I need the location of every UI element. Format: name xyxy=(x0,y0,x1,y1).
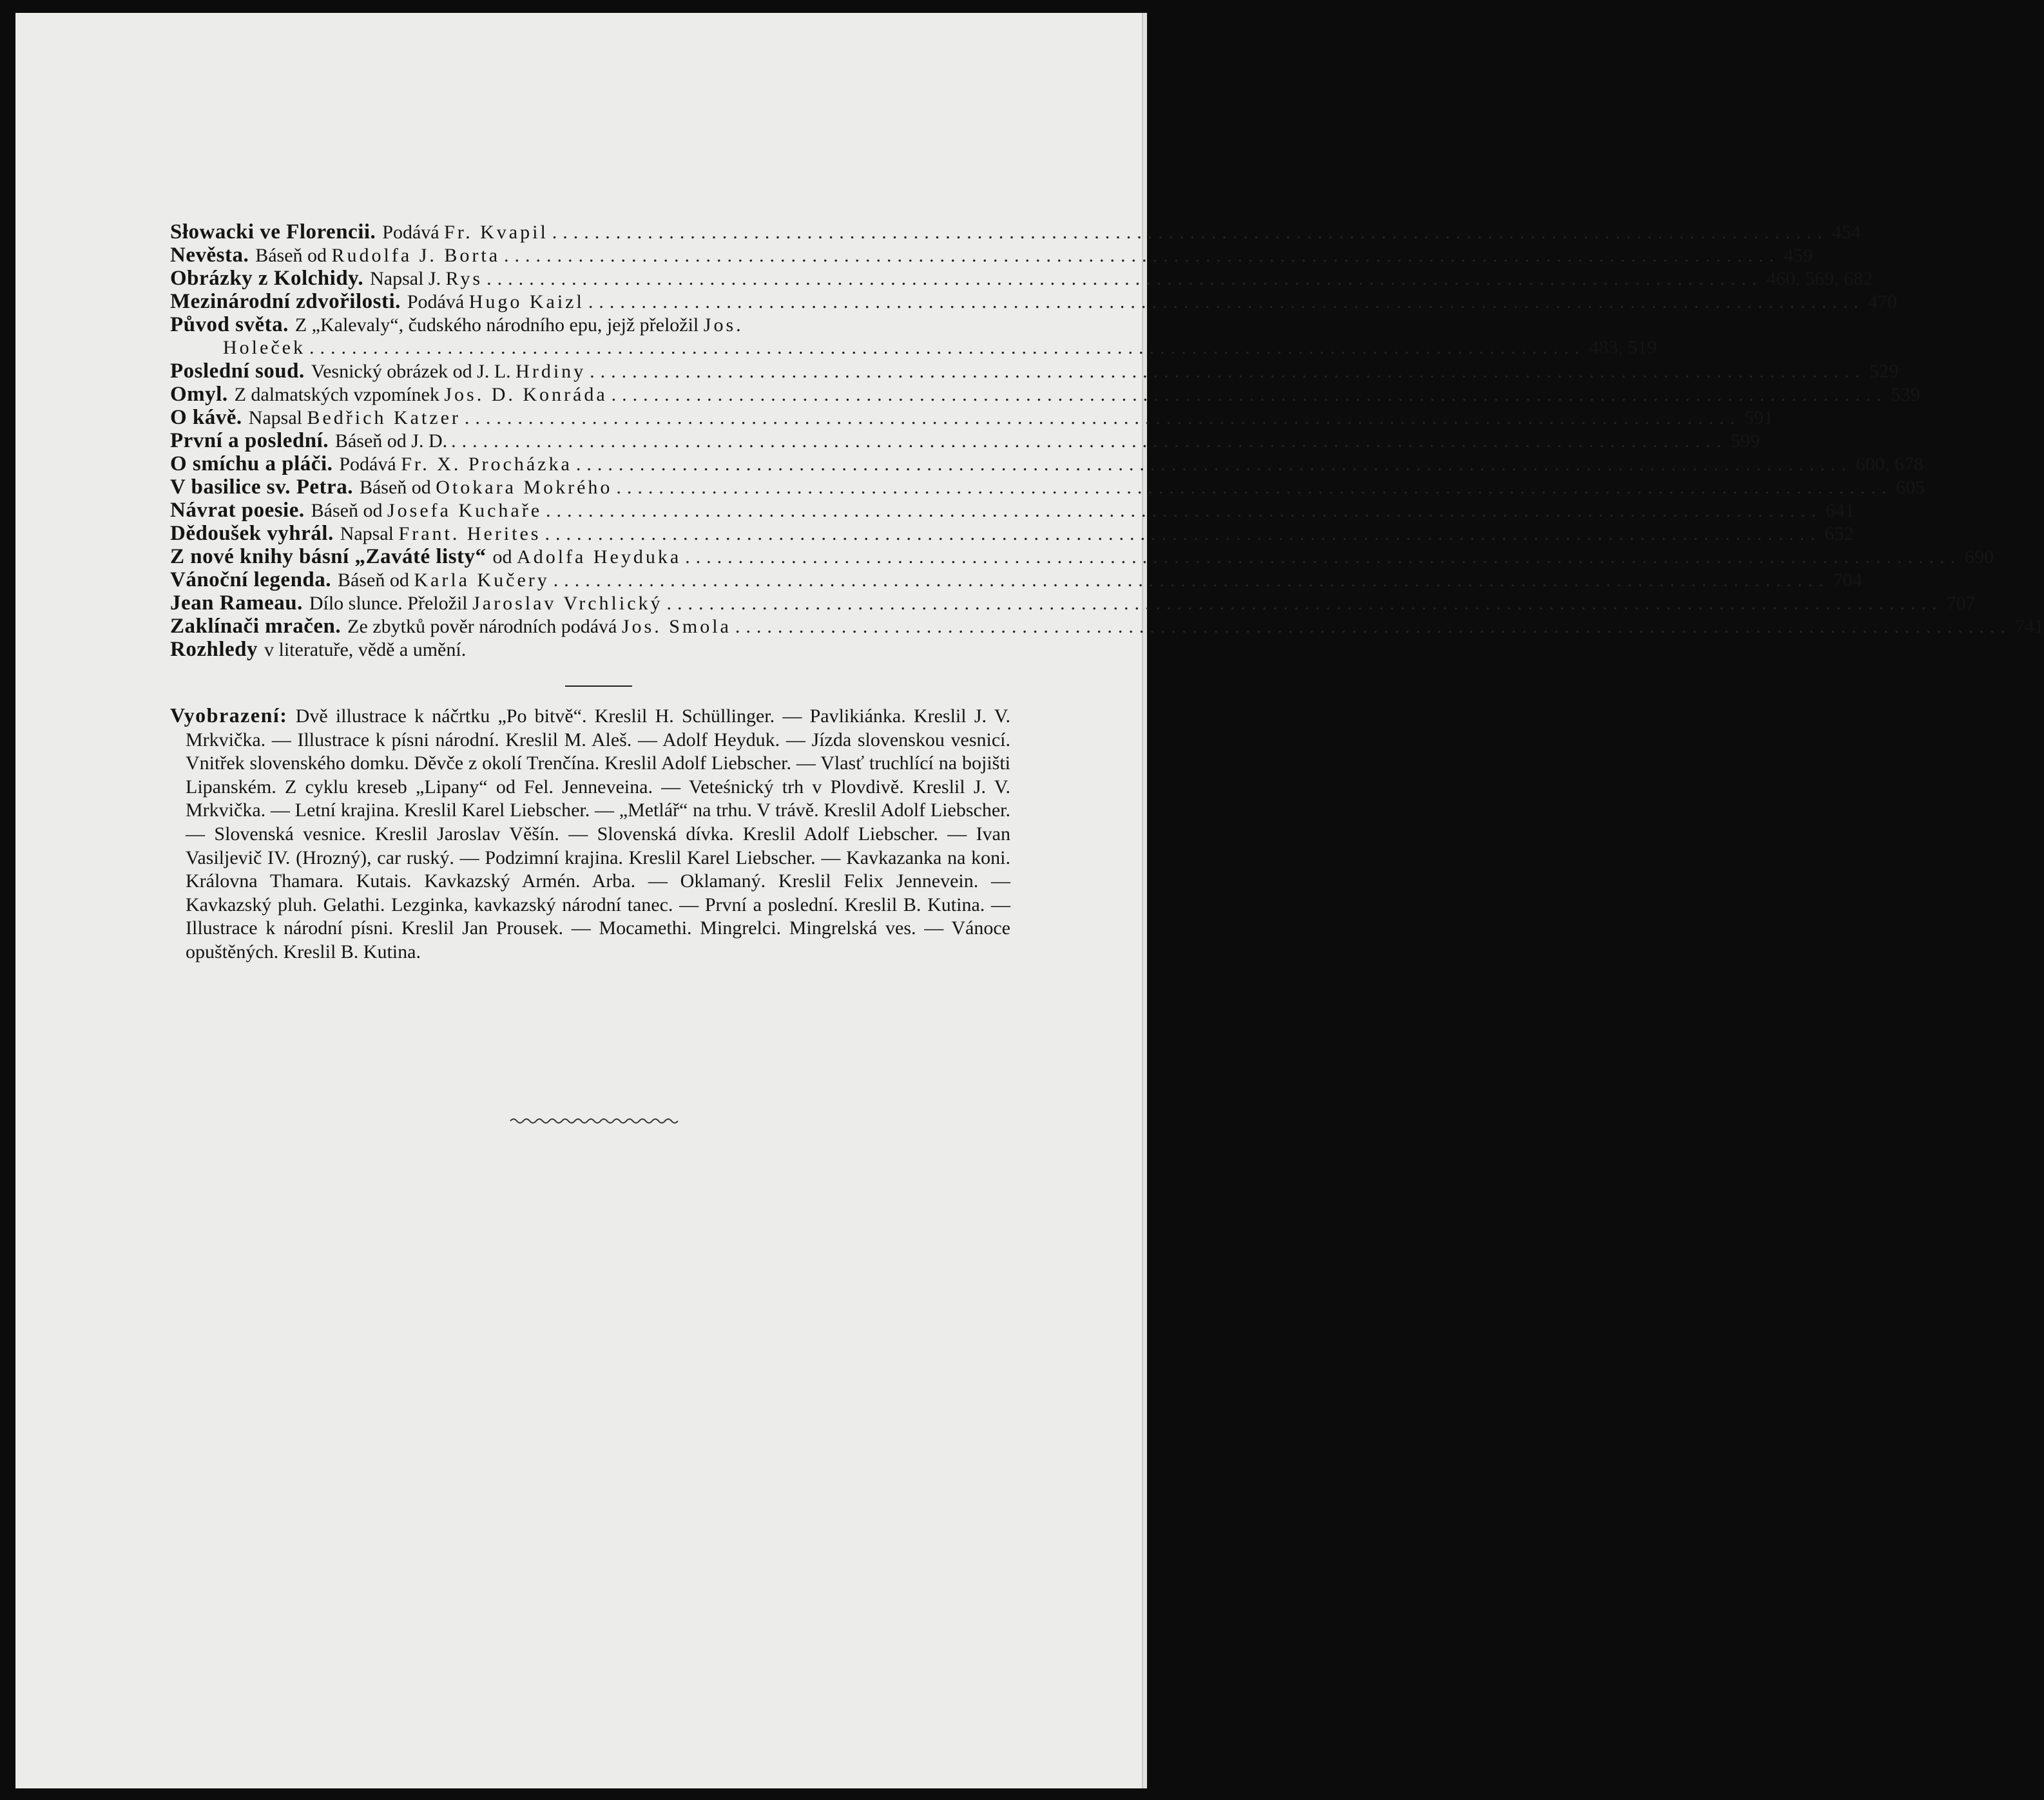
toc-entry-pages: 460, 569, 682 xyxy=(1766,268,1873,289)
toc-entry-description xyxy=(295,314,744,337)
illustrations-heading: Vyobrazení: xyxy=(170,704,288,727)
toc-entry-description xyxy=(347,615,731,638)
toc-entry xyxy=(170,499,1855,522)
dot-leader: ........................................................................................................................ xyxy=(487,268,1763,289)
dot-leader: ........................................................................................................................ xyxy=(588,291,1864,312)
toc-entry-pages: 470 xyxy=(1867,291,1897,312)
toc-entry-note: Báseň od xyxy=(255,245,327,266)
toc-entry-description xyxy=(264,638,466,662)
toc-entry-note: Podává xyxy=(407,291,465,312)
toc-entry-author: Rys xyxy=(445,268,483,289)
toc-entry-author: Josefa Kuchaře xyxy=(387,500,543,521)
toc-entry xyxy=(170,522,1854,545)
toc-entry xyxy=(170,475,1925,499)
toc-entry-description xyxy=(255,244,500,267)
dot-leader: ........................................................................................................................ xyxy=(504,245,1780,266)
toc-entry-note: Z „Kalevaly“, čudského národního epu, jejž přeložil xyxy=(294,314,699,336)
toc-entry-title: Omyl. xyxy=(170,383,228,406)
toc-entry xyxy=(170,383,1920,406)
toc-entry-description xyxy=(360,476,612,499)
toc-entry-pages: 707 xyxy=(1946,593,1976,614)
dot-leader: ........................................................................................................................ xyxy=(309,337,1585,358)
toc-entry-author: Otokara Mokrého xyxy=(436,477,613,498)
toc-entry-title: Rozhledy xyxy=(170,638,258,661)
toc-entry-description xyxy=(311,360,586,383)
toc-entry-pages: 652 xyxy=(1824,523,1854,544)
toc-entry xyxy=(170,429,1760,452)
dot-leader: ........................................................................................................................ xyxy=(545,523,1821,544)
dot-leader: ........................................................................................................................ xyxy=(553,570,1829,591)
toc-entry xyxy=(170,267,1873,290)
toc-entry xyxy=(170,545,1994,568)
table-of-contents xyxy=(170,220,2044,661)
toc-entry-author: Jaroslav Vrchlický xyxy=(472,593,663,614)
toc-entry-pages: 454 xyxy=(1831,222,1861,243)
toc-entry-note: Báseň od xyxy=(359,477,431,498)
toc-entry-note: Podává xyxy=(339,454,396,475)
dot-leader: ........................................................................................................................ xyxy=(735,616,2011,637)
toc-entry-description xyxy=(339,453,572,476)
toc-entry-author: Rudolfa J. Borta xyxy=(331,245,501,266)
toc-entry-pages: 483, 519 xyxy=(1588,337,1657,358)
toc-entry-description xyxy=(235,383,608,407)
dot-leader: ........................................................................................................................ xyxy=(451,430,1728,452)
toc-entry xyxy=(170,313,1013,336)
toc-entry-author: Karla Kučery xyxy=(414,570,550,591)
book-page xyxy=(15,13,2044,1788)
dot-leader: ........................................................................................................................ xyxy=(611,384,1887,405)
toc-entry-title: Obrázky z Kolchidy. xyxy=(170,267,364,290)
toc-entry-description xyxy=(223,336,305,359)
toc-entry-note: Z dalmatských vzpomínek xyxy=(234,384,439,405)
toc-entry xyxy=(170,638,1013,661)
toc-entry-title: Mezinárodní zdvořilosti. xyxy=(170,290,401,313)
toc-entry-title: Návrat poesie. xyxy=(170,499,305,522)
toc-entry xyxy=(170,359,1899,383)
toc-entry-title: Słowacki ve Florencii. xyxy=(170,220,376,244)
toc-entry xyxy=(170,615,2044,638)
toc-entry-description xyxy=(335,430,447,453)
toc-entry-title: Jean Rameau. xyxy=(170,591,303,615)
toc-entry-title: Vánoční legenda. xyxy=(170,568,332,591)
toc-entry xyxy=(170,452,1923,475)
toc-entry-author: Hugo Kaizl xyxy=(468,291,584,312)
toc-entry-note: Podává xyxy=(382,222,439,243)
separator-rule xyxy=(565,685,632,687)
toc-entry-description xyxy=(382,221,548,244)
toc-entry-description xyxy=(340,522,541,546)
toc-entry-note: Ze zbytků pověr národních podává xyxy=(347,616,617,637)
toc-entry-pages: 741 xyxy=(2014,616,2044,637)
toc-entry-note: Báseň od xyxy=(338,570,409,591)
toc-entry xyxy=(170,290,1897,313)
toc-entry xyxy=(170,406,1773,429)
toc-entry-pages: 600, 678 xyxy=(1855,454,1923,475)
toc-entry-description xyxy=(338,569,550,592)
toc-entry-title: O smíchu a pláči. xyxy=(170,452,333,475)
toc-entry-note: v literatuře, vědě a umění. xyxy=(264,639,467,660)
toc-entry xyxy=(170,244,1813,267)
dot-leader: ........................................................................................................................ xyxy=(616,477,1893,498)
toc-entry-author: Bedřich Katzer xyxy=(307,407,461,428)
toc-entry-author: Holeček xyxy=(223,337,305,358)
toc-entry-title: Nevěsta. xyxy=(170,244,249,267)
toc-entry-note: Báseň od xyxy=(311,500,383,521)
toc-entry-description xyxy=(311,499,542,522)
toc-entry-pages: 605 xyxy=(1896,477,1925,498)
illustrations-section xyxy=(170,704,1010,964)
dot-leader: ........................................................................................................................ xyxy=(590,361,1866,382)
illustrations-paragraph xyxy=(170,704,1010,964)
toc-entry-title: V basilice sv. Petra. xyxy=(170,475,353,499)
toc-entry-description xyxy=(407,291,584,314)
toc-entry-note: Dílo slunce. Přeložil xyxy=(309,593,468,614)
illustrations-text: Dvě illustrace k náčrtku „Po bitvě“. Kreslil H. Schüllinger. — Pavlikiánka. Kreslil J. V. Mrkvička. — Illustrace k písni národní. Kreslil M. Aleš. — Adolf Heyduk. — Jízda slovenskou vesnicí. Vnitřek slovenského domku. Děvče z okolí Trenčína. Kreslil Adolf Liebscher. — Vlasť truchlící na bojišti Lipanském. Z cyklu kreseb „Lipany“ od Fel. Jenneveina. — Veteśnický trh v Plovdivě. Kreslil J. V. Mrkvička. — Letní krajina. Kreslil Karel Liebscher. — „Metlář“ na trhu. V trávě. Kreslil Adolf Liebscher. — Slovenská vesnice. Kreslil Jaroslav Věšín. — Slovenská dívka. Kreslil Adolf Liebscher. — Ivan Vasiljevič IV. (Hrozný), car ruský. — Podzimní krajina. Kreslil Karel Liebscher. — Kavkazanka na koni. Královna Thamara. Kutais. Kavkazský Armén. Arba. — Oklamaný. Kreslil Felix Jennevein. — Kavkazský pluh. Gelathi. Lezginka, kavkazský národní tanec. — První a poslední. Kreslil B. Kutina. — Illustrace k národní písni. Kreslil Jan Prousek. — Mocamethi. Mingrelci. Mingrelská ves. — Vánoce opuštěných. Kreslil B. Kutina. xyxy=(186,705,1010,962)
toc-entry-title: Poslední soud. xyxy=(170,359,305,383)
toc-entry-title: Původ světa. xyxy=(170,313,289,336)
toc-entry-note: Vesnický obrázek od J. L. xyxy=(311,361,511,382)
toc-entry-pages: 599 xyxy=(1731,430,1760,452)
dot-leader: ........................................................................................................................ xyxy=(552,222,1828,243)
toc-entry-title: Zaklínači mračen. xyxy=(170,615,342,638)
toc-entry-note: Napsal J. xyxy=(370,268,441,289)
toc-entry-pages: 539 xyxy=(1891,384,1920,405)
toc-entry-author: Fr. X. Procházka xyxy=(401,454,572,475)
toc-entry-author: Jos. xyxy=(703,314,744,336)
toc-entry-author: Hrdiny xyxy=(516,361,586,382)
toc-entry-note: Báseň od J. D. xyxy=(334,430,448,452)
toc-entry-pages: 459 xyxy=(1784,245,1813,266)
toc-entry-pages: 690 xyxy=(1965,546,1994,568)
toc-entry-author: Fr. Kvapil xyxy=(444,222,548,243)
toc-entry xyxy=(170,568,1862,591)
toc-entry xyxy=(170,591,1976,615)
toc-entry-title: První a poslední. xyxy=(170,429,329,452)
dot-leader: ........................................................................................................................ xyxy=(464,407,1740,428)
toc-entry-description xyxy=(493,546,682,569)
toc-entry-author: Adolfa Heyduka xyxy=(517,546,682,568)
toc-entry-description xyxy=(249,407,461,430)
toc-entry-author: Jos. D. Konráda xyxy=(444,384,608,405)
toc-entry-title: Dědoušek vyhrál. xyxy=(170,522,334,545)
toc-entry-author: Jos. Smola xyxy=(621,616,731,637)
toc-entry xyxy=(170,220,1861,244)
toc-entry-note: Napsal xyxy=(340,523,394,544)
toc-entry-pages: 529 xyxy=(1869,361,1899,382)
closing-ornament xyxy=(509,1113,683,1126)
toc-entry-note: Napsal xyxy=(248,407,302,428)
dot-leader: ........................................................................................................................ xyxy=(685,546,1962,568)
dot-leader: ........................................................................................................................ xyxy=(666,593,1943,614)
toc-entry xyxy=(170,336,1657,359)
toc-entry-description xyxy=(309,592,663,615)
toc-entry-pages: 641 xyxy=(1826,500,1855,521)
toc-entry-description xyxy=(370,267,483,291)
toc-entry-title: Z nové knihy básní „Zaváté listy“ xyxy=(170,545,487,568)
toc-entry-author: Frant. Herites xyxy=(398,523,541,544)
toc-entry-pages: 704 xyxy=(1833,570,1862,591)
toc-entry-note: od xyxy=(492,546,512,568)
dot-leader: ........................................................................................................................ xyxy=(575,454,1852,475)
toc-entry-title: O kávě. xyxy=(170,406,242,429)
dot-leader: ........................................................................................................................ xyxy=(546,500,1822,521)
toc-entry-pages: 591 xyxy=(1744,407,1773,428)
